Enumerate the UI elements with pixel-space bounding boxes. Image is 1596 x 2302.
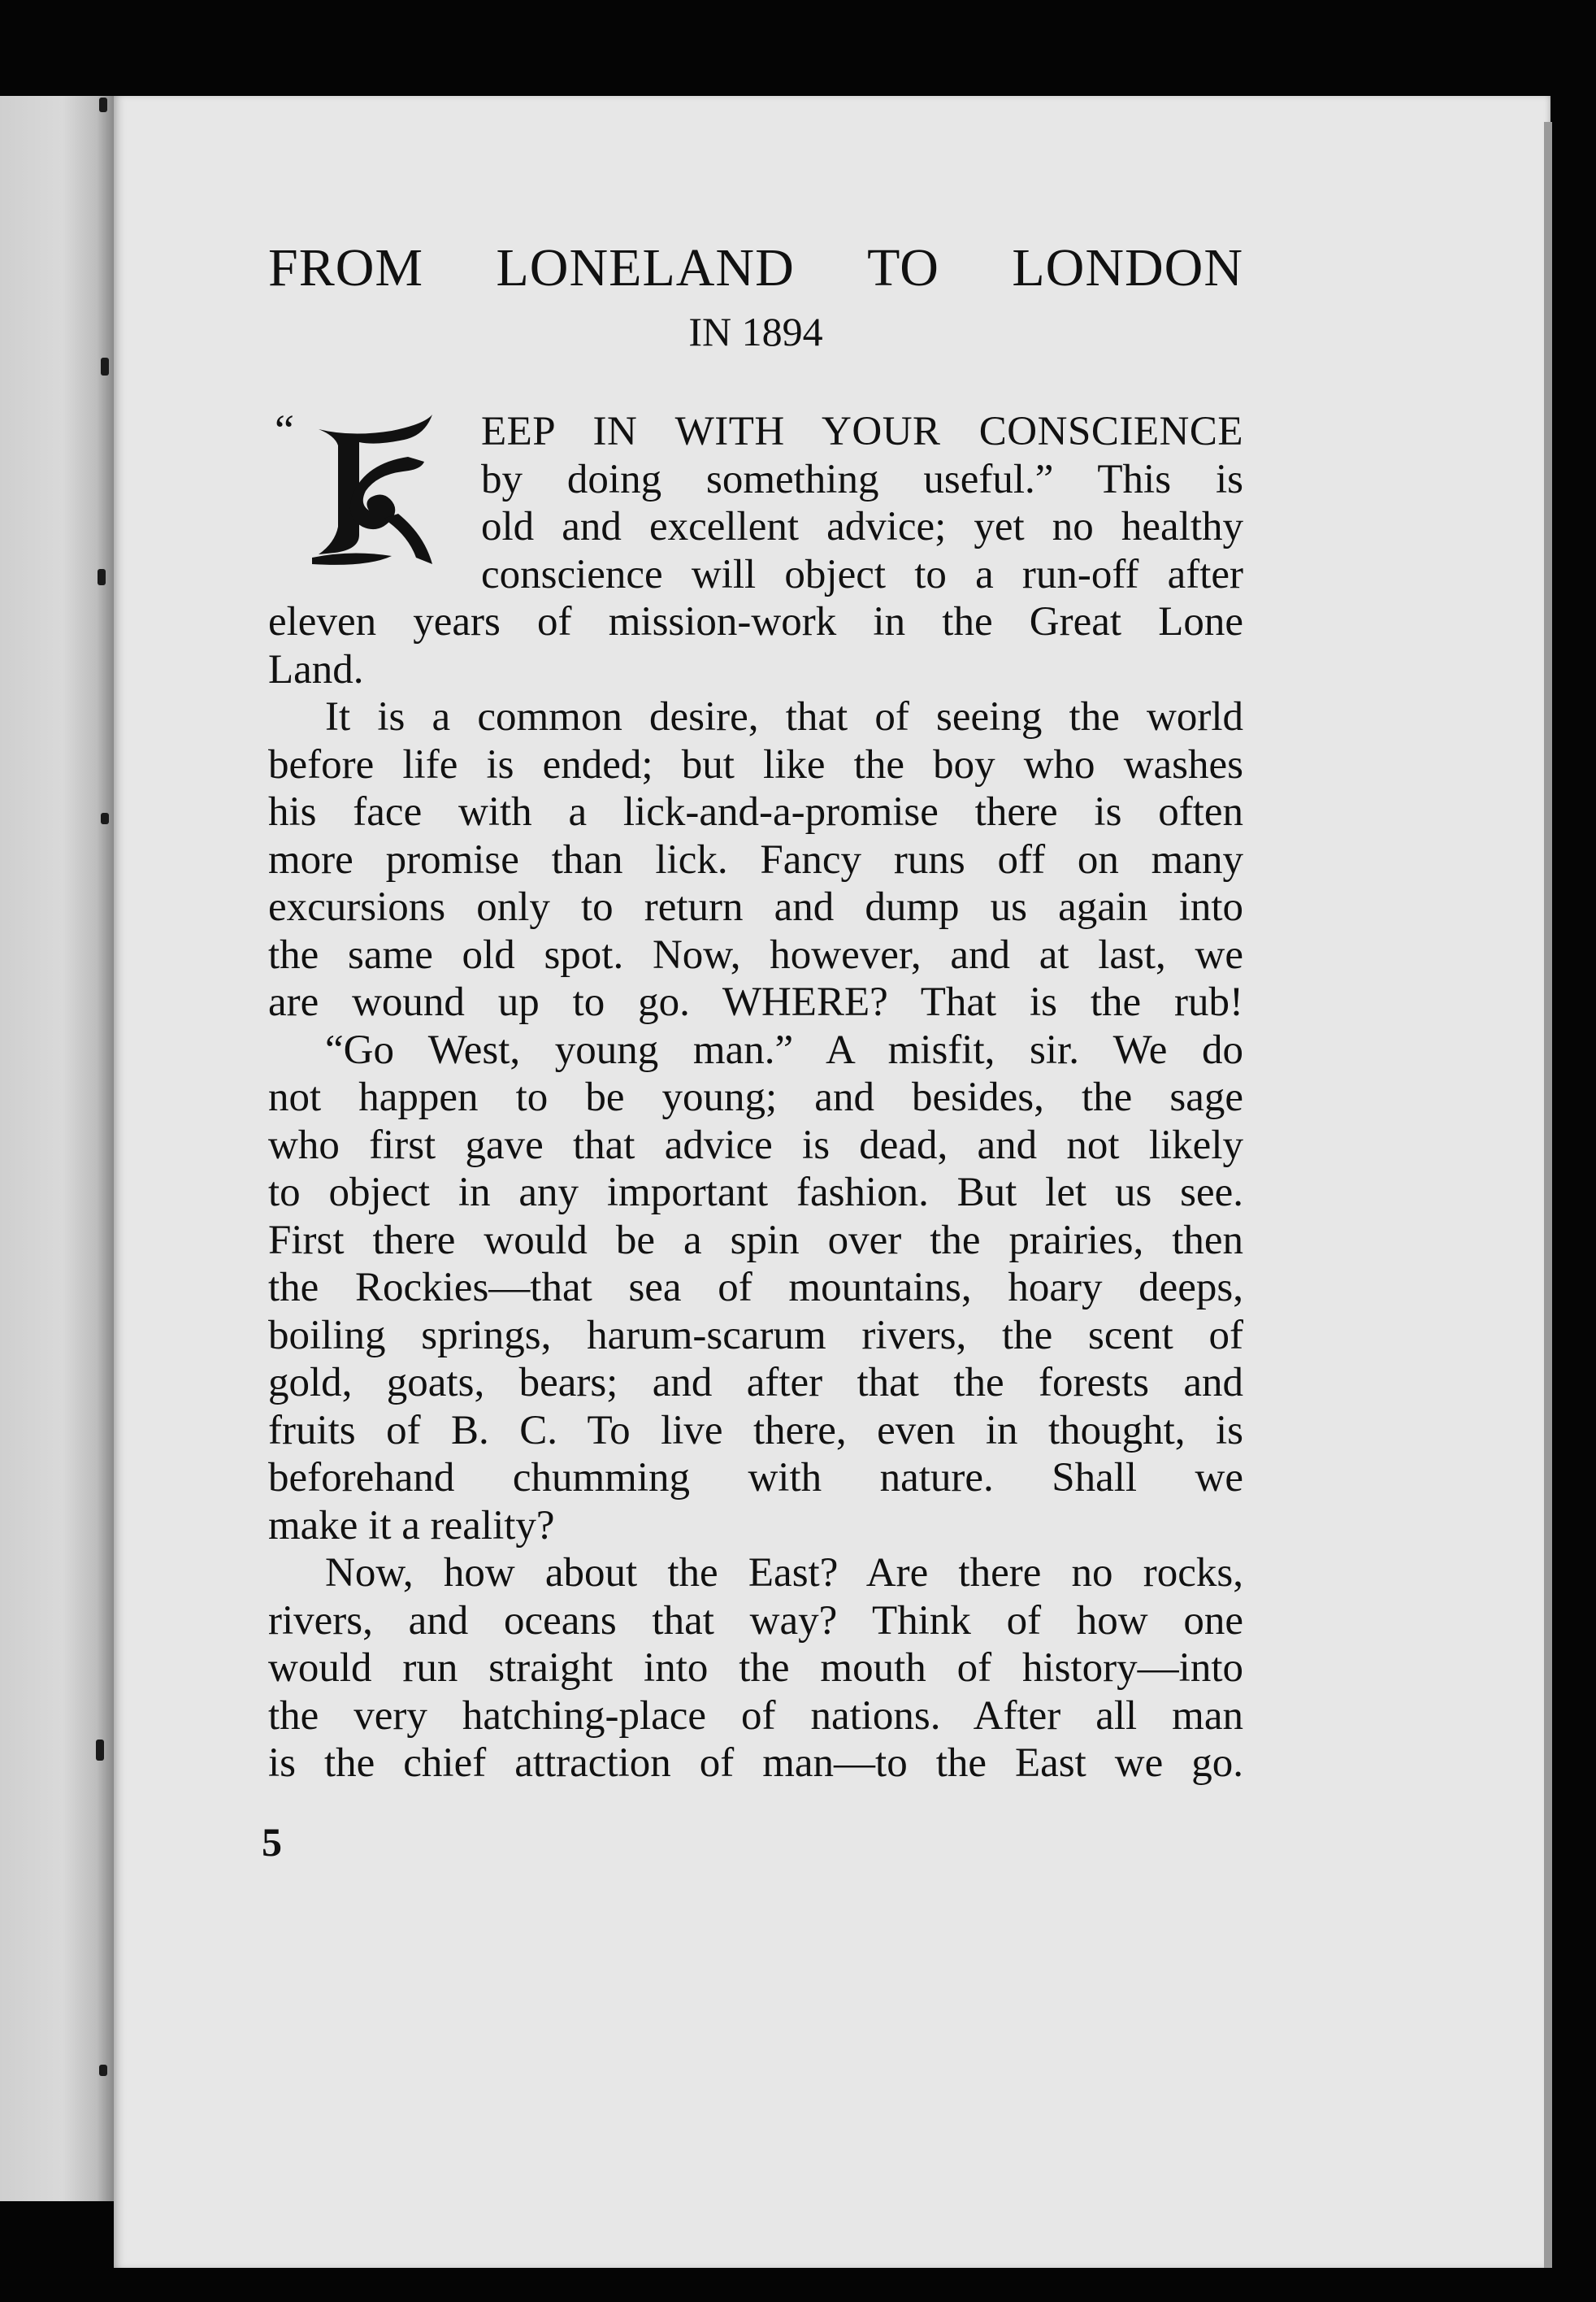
- body-text: [268, 598, 1243, 1787]
- page-right-edge: [1544, 122, 1552, 2268]
- page-number: 5: [262, 1819, 282, 1865]
- text-line: the same old spot. Now, however, and at last, we: [268, 932, 1243, 978]
- text-line: the Rockies—that sea of mountains, hoary deeps,: [268, 1265, 1243, 1310]
- dropcap-k-illustration: [302, 413, 449, 567]
- dropcap-wrapped-lines: [481, 408, 1243, 598]
- text-line: before life is ended; but like the boy who washes: [268, 741, 1243, 788]
- text-line: boiling springs, harum-scarum rivers, the scent of: [268, 1312, 1243, 1358]
- facing-page-edge: [0, 96, 114, 2201]
- text-line: First there would be a spin over the prairies, then: [268, 1217, 1243, 1263]
- title-word: LONELAND: [496, 238, 795, 298]
- text-line: old and excellent advice; yet no healthy: [481, 504, 1243, 549]
- title-word: TO: [867, 238, 939, 298]
- text-line: by doing something useful.” This is: [481, 456, 1243, 502]
- text-line: make it a reality?: [268, 1502, 555, 1548]
- text-line: the very hatching-place of nations. After all man: [268, 1692, 1243, 1739]
- opening-quote-mark: “: [275, 406, 294, 454]
- text-line: is the chief attraction of man—to the East we go.: [268, 1740, 1243, 1786]
- text-line: conscience will object to a run-off after: [481, 551, 1243, 597]
- page-subtitle: IN 1894: [688, 309, 823, 354]
- text-line: “Go West, young man.” A misfit, sir. We do: [325, 1027, 1243, 1073]
- gutter-mark: [101, 813, 109, 824]
- text-line: more promise than lick. Fancy runs off on many: [268, 836, 1243, 883]
- text-line: would run straight into the mouth of history—into: [268, 1645, 1243, 1691]
- text-line: Land.: [268, 646, 364, 693]
- text-line: gold, goats, bears; and after that the forests and: [268, 1360, 1243, 1405]
- text-line: who first gave that advice is dead, and not likely: [268, 1122, 1243, 1168]
- gutter-mark: [99, 2065, 107, 2076]
- text-line: EEP IN WITH YOUR CONSCIENCE: [481, 409, 1243, 454]
- text-line: to object in any important fashion. But let us see.: [268, 1170, 1243, 1215]
- gutter-mark: [98, 569, 106, 585]
- title-word: LONDON: [1012, 238, 1243, 298]
- page-title: [268, 236, 1243, 301]
- gutter-mark: [96, 1740, 104, 1761]
- text-line: It is a common desire, that of seeing the world: [325, 694, 1243, 740]
- gutter-mark: [99, 98, 107, 112]
- gutter-mark: [101, 358, 109, 376]
- text-line: are wound up to go. WHERE? That is the rub!: [268, 979, 1243, 1025]
- text-line: Now, how about the East? Are there no rocks,: [325, 1550, 1243, 1596]
- text-line: not happen to be young; and besides, the sage: [268, 1075, 1243, 1120]
- text-line: beforehand chumming with nature. Shall we: [268, 1455, 1243, 1501]
- title-word: FROM: [268, 238, 424, 298]
- text-line: rivers, and oceans that way? Think of how one: [268, 1597, 1243, 1644]
- text-line: excursions only to return and dump us again into: [268, 884, 1243, 930]
- text-line: his face with a lick-and-a-promise there is often: [268, 789, 1243, 835]
- text-line: fruits of B. C. To live there, even in thought, is: [268, 1407, 1243, 1453]
- dropcap-k-icon: [302, 413, 449, 567]
- text-line: eleven years of mission-work in the Great Lone: [268, 599, 1243, 645]
